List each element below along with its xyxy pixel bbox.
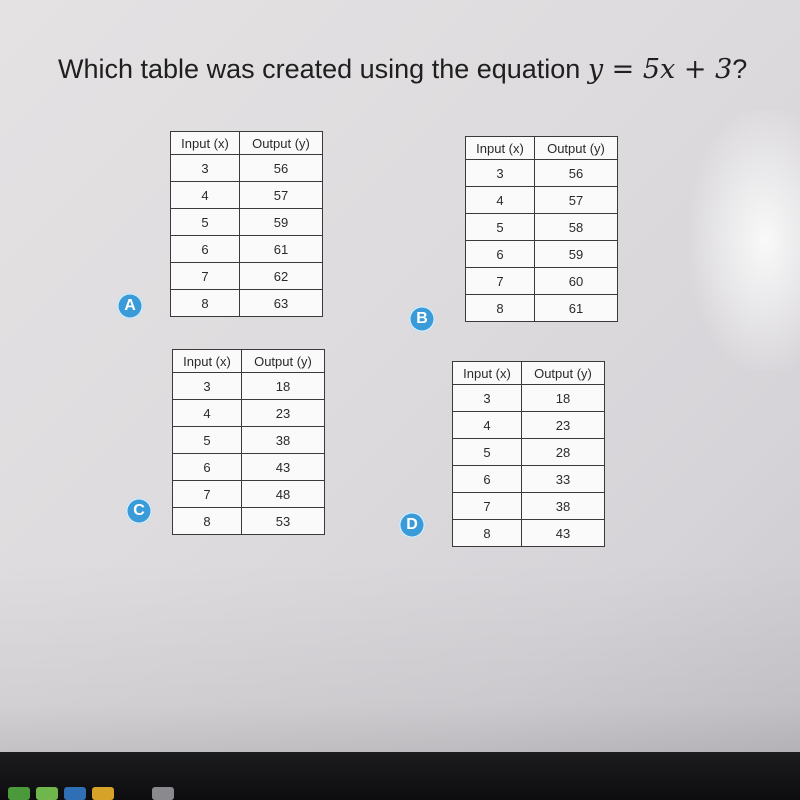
- output-cell: 56: [535, 160, 618, 187]
- input-cell: 8: [171, 290, 240, 317]
- table-row: [453, 520, 605, 547]
- input-cell: 7: [173, 481, 242, 508]
- question-text: [58, 54, 747, 85]
- input-cell: 6: [466, 241, 535, 268]
- output-cell: 43: [242, 454, 325, 481]
- output-cell: 18: [242, 373, 325, 400]
- output-cell: 59: [535, 241, 618, 268]
- table-row: [453, 385, 605, 412]
- input-cell: 4: [466, 187, 535, 214]
- table-row: [466, 295, 618, 322]
- input-cell: 3: [466, 160, 535, 187]
- output-cell: 61: [240, 236, 323, 263]
- taskbar-app-icon[interactable]: [8, 787, 30, 800]
- screen-glare: [690, 110, 800, 370]
- table-row: [466, 241, 618, 268]
- taskbar-app-icon[interactable]: [36, 787, 58, 800]
- input-cell: 6: [171, 236, 240, 263]
- output-cell: 43: [522, 520, 605, 547]
- header-input: Input (x): [171, 132, 240, 155]
- table-option-d: [452, 361, 605, 547]
- taskbar-app-icon[interactable]: [92, 787, 114, 800]
- table-row: [466, 160, 618, 187]
- output-cell: 48: [242, 481, 325, 508]
- output-cell: 28: [522, 439, 605, 466]
- output-cell: 18: [522, 385, 605, 412]
- input-cell: 6: [453, 466, 522, 493]
- input-cell: 7: [466, 268, 535, 295]
- table-row: [171, 182, 323, 209]
- table-option-a: [170, 131, 323, 317]
- output-cell: 62: [240, 263, 323, 290]
- table-row: [173, 481, 325, 508]
- output-cell: 33: [522, 466, 605, 493]
- output-cell: 38: [522, 493, 605, 520]
- output-cell: 61: [535, 295, 618, 322]
- output-cell: 60: [535, 268, 618, 295]
- input-cell: 7: [453, 493, 522, 520]
- input-cell: 8: [453, 520, 522, 547]
- input-cell: 7: [171, 263, 240, 290]
- taskbar-app-icon[interactable]: [64, 787, 86, 800]
- header-input: Input (x): [453, 362, 522, 385]
- output-cell: 53: [242, 508, 325, 535]
- question-prefix: Which table was created using the equation: [58, 54, 588, 84]
- table-row: [171, 236, 323, 263]
- question-suffix: ?: [732, 54, 748, 84]
- question-equation: y = 5x + 3: [587, 54, 733, 85]
- input-cell: 4: [453, 412, 522, 439]
- input-cell: 3: [171, 155, 240, 182]
- option-b-badge[interactable]: B: [409, 306, 435, 332]
- option-a-badge[interactable]: A: [117, 293, 143, 319]
- header-output: Output (y): [240, 132, 323, 155]
- table-row: [173, 508, 325, 535]
- output-cell: 23: [242, 400, 325, 427]
- input-cell: 4: [173, 400, 242, 427]
- table-row: [466, 268, 618, 295]
- option-c-badge[interactable]: C: [126, 498, 152, 524]
- output-cell: 38: [242, 427, 325, 454]
- table-row: [453, 439, 605, 466]
- input-cell: 5: [173, 427, 242, 454]
- input-cell: 3: [453, 385, 522, 412]
- output-cell: 58: [535, 214, 618, 241]
- input-cell: 5: [453, 439, 522, 466]
- output-cell: 63: [240, 290, 323, 317]
- table-row: [171, 290, 323, 317]
- header-input: Input (x): [173, 350, 242, 373]
- table-row: [171, 155, 323, 182]
- input-cell: 8: [173, 508, 242, 535]
- input-cell: 4: [171, 182, 240, 209]
- header-output: Output (y): [535, 137, 618, 160]
- table-row: [171, 209, 323, 236]
- monitor-bezel: [0, 752, 800, 800]
- taskbar-app-icon[interactable]: [152, 787, 174, 800]
- output-cell: 59: [240, 209, 323, 236]
- input-cell: 5: [466, 214, 535, 241]
- table-row: [173, 373, 325, 400]
- table-option-b: [465, 136, 618, 322]
- table-row: [173, 400, 325, 427]
- input-cell: 8: [466, 295, 535, 322]
- output-cell: 57: [535, 187, 618, 214]
- table-row: [453, 412, 605, 439]
- input-cell: 6: [173, 454, 242, 481]
- output-cell: 23: [522, 412, 605, 439]
- table-row: [173, 427, 325, 454]
- table-option-c: [172, 349, 325, 535]
- output-cell: 57: [240, 182, 323, 209]
- output-cell: 56: [240, 155, 323, 182]
- table-row: [171, 263, 323, 290]
- header-input: Input (x): [466, 137, 535, 160]
- header-output: Output (y): [522, 362, 605, 385]
- table-row: [466, 214, 618, 241]
- option-d-badge[interactable]: D: [399, 512, 425, 538]
- table-row: [453, 493, 605, 520]
- table-row: [173, 454, 325, 481]
- input-cell: 3: [173, 373, 242, 400]
- table-row: [466, 187, 618, 214]
- input-cell: 5: [171, 209, 240, 236]
- header-output: Output (y): [242, 350, 325, 373]
- table-row: [453, 466, 605, 493]
